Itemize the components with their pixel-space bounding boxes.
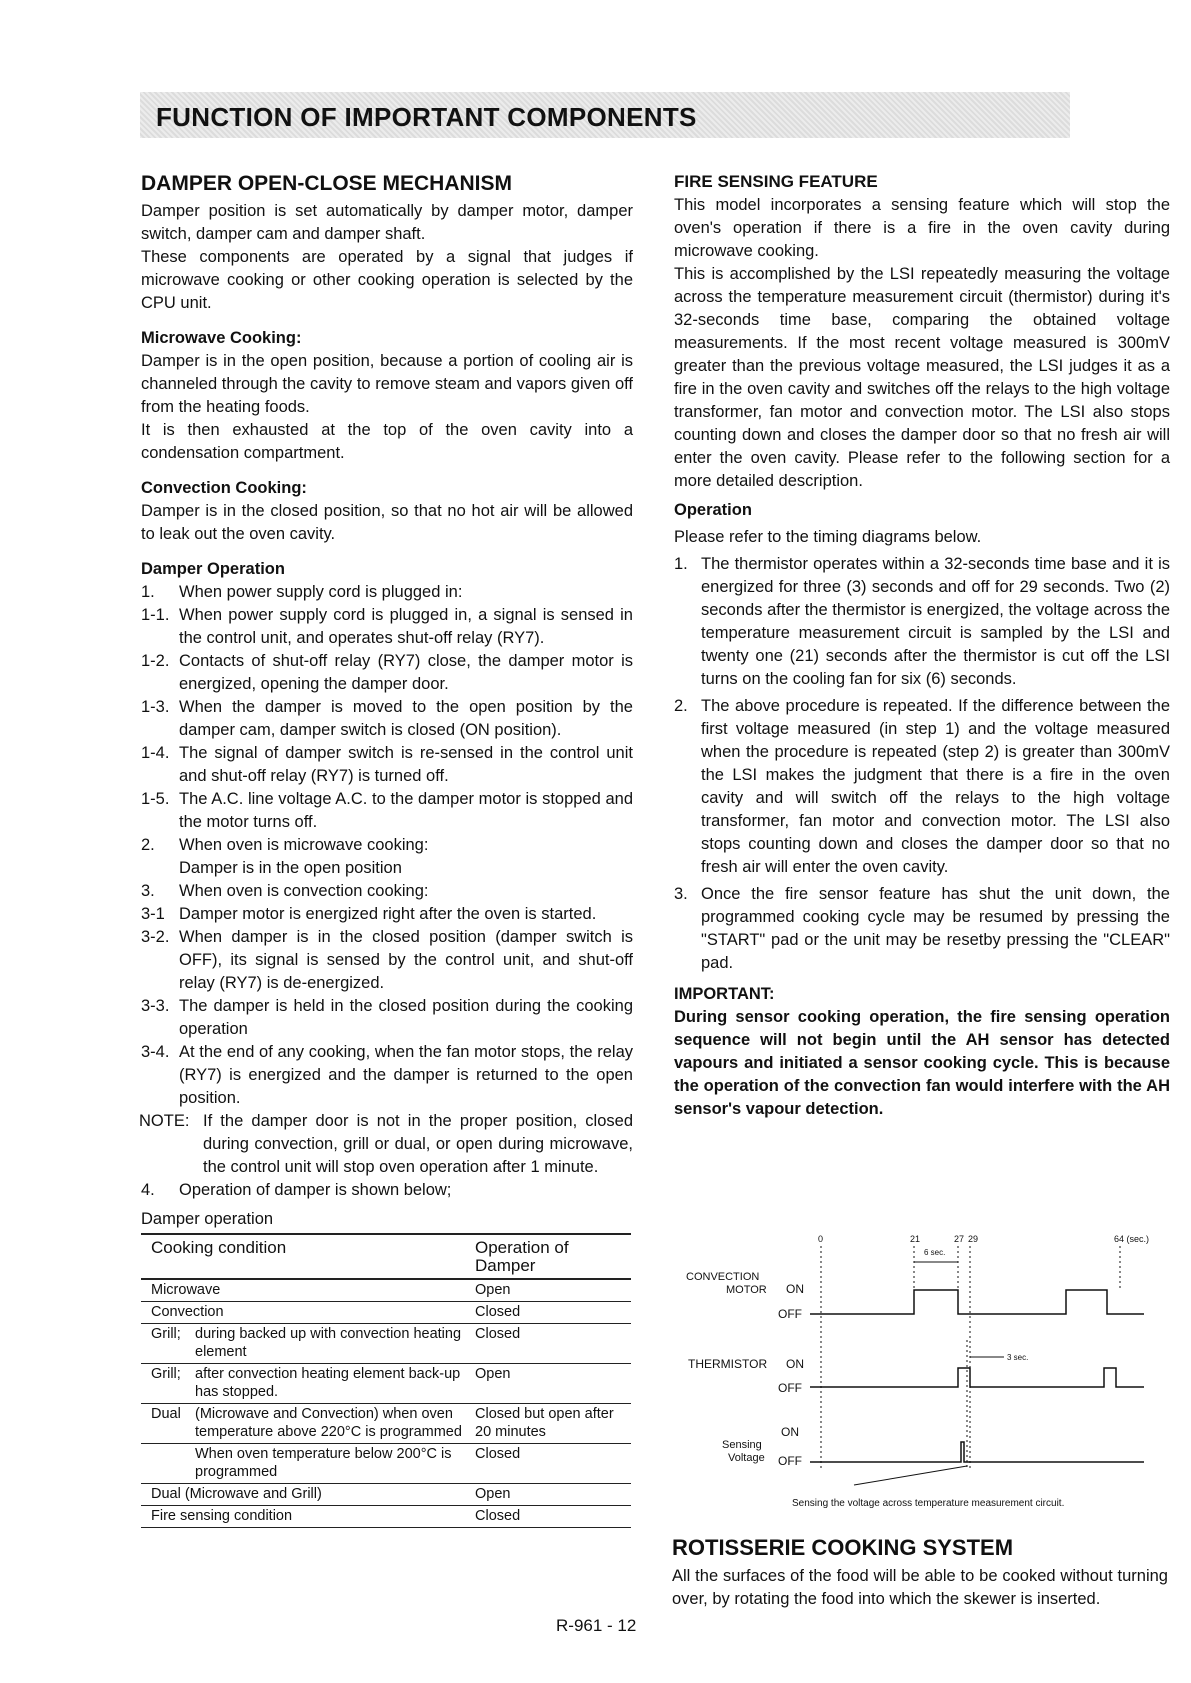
caption-pointer <box>854 1466 967 1485</box>
sensing-voltage-signal <box>810 1442 1144 1462</box>
microwave-heading: Microwave Cooking: <box>141 329 302 347</box>
list-item: 1-4. The signal of damper switch is re-sensed in the control unit and shut-off relay (RY7) is turned off. <box>141 744 633 785</box>
table-caption: Damper operation <box>141 1210 274 1228</box>
diagram-caption: Sensing the voltage across temperature measurement circuit. <box>792 1498 1065 1509</box>
time-label: 21 <box>910 1234 921 1244</box>
timing-diagram <box>674 1230 1174 1520</box>
page-title: FUNCTION OF IMPORTANT COMPONENTS <box>156 102 697 132</box>
table-row: Grill; during backed up with convection heating element Closed <box>141 1324 631 1364</box>
important-label: IMPORTANT: <box>674 985 775 1003</box>
title-banner <box>140 92 1070 138</box>
signal-label: CONVECTION <box>686 1271 760 1283</box>
damper-table <box>141 1233 631 1528</box>
table-row: Microwave Open <box>141 1279 631 1302</box>
operation-heading: Operation <box>674 501 752 519</box>
on-label: ON <box>786 1282 804 1296</box>
microwave-paragraph: It is then exhausted at the top of the oven cavity into a condensation compartment. <box>141 421 633 462</box>
list-item: 3. Once the fire sensor feature has shut the unit down, the programmed cooking cycle may be resumed by pressing the "START" pad or the unit may be resetby pressing the "CLEAR" pad. <box>674 885 1170 972</box>
table-row: When oven temperature below 200°C is programmed Closed <box>141 1444 631 1484</box>
list-item: 3-1 Damper motor is energized right after the oven is started. <box>141 905 597 923</box>
off-label: OFF <box>778 1307 802 1321</box>
left-column <box>141 172 633 1528</box>
time-label: 64 (sec.) <box>1114 1234 1150 1244</box>
table-header: Operation of Damper <box>475 1234 631 1279</box>
duration-label: 6 sec. <box>924 1248 946 1257</box>
list-item: 4. Operation of damper is shown below; <box>141 1181 452 1199</box>
convection-motor-signal <box>810 1290 1144 1314</box>
on-label: ON <box>786 1357 804 1371</box>
rotisserie-section <box>672 1535 1168 1611</box>
steps-list <box>141 581 633 1202</box>
intro-paragraph: These components are operated by a signal that judges if microwave cooking or other cooking operation is selected by the CPU unit. <box>141 248 633 312</box>
time-label: 0 <box>818 1234 824 1244</box>
table-header: Cooking condition <box>141 1234 475 1279</box>
table-row: Convection Closed <box>141 1302 631 1324</box>
list-item: 1-5. The A.C. line voltage A.C. to the damper motor is stopped and the motor turns off. <box>141 790 633 831</box>
time-label: 27 <box>954 1234 965 1244</box>
on-label: ON <box>781 1425 799 1439</box>
signal-label: Voltage <box>728 1452 765 1464</box>
important-text: During sensor cooking operation, the fire sensing operation sequence will not begin until the AH sensor has detected vapours and initiated a sensor cooking cycle. This is because the operation of the convection fan would interfere with the AH sensor's vapour detection. <box>674 1008 1170 1118</box>
fire-paragraph: This model incorporates a sensing feature which will stop the oven's operation if there is a fire in the oven cavity during microwave cooking. <box>674 196 1170 260</box>
list-item: 1-3. When the damper is moved to the open position by the damper cam, damper switch is closed (ON position). <box>141 698 633 739</box>
operation-intro: Please refer to the timing diagrams below. <box>674 528 982 546</box>
table-header-row <box>141 1234 631 1279</box>
list-item: 1. The thermistor operates within a 32-seconds time base and it is energized for three (3) seconds and off for 29 seconds. Two (2) seconds after the thermistor is energized, the voltage across the temperature measurement circuit is sampled by the LSI and twenty one (21) seconds after the thermistor is cut off the LSI turns on the cooling fan for six (6) seconds. <box>674 555 1170 688</box>
rotisserie-heading: ROTISSERIE COOKING SYSTEM <box>672 1535 1014 1560</box>
table-row: Dual (Microwave and Grill) Open <box>141 1484 631 1506</box>
list-item: 1-1. When power supply cord is plugged in, a signal is sensed in the control unit, and operates shut-off relay (RY7). <box>141 606 633 647</box>
damper-heading: DAMPER OPEN-CLOSE MECHANISM <box>141 172 513 195</box>
table-row: Dual (Microwave and Convection) when oven temperature above 220°C is programmed Closed but open after 20 minutes <box>141 1404 631 1444</box>
thermistor-signal <box>810 1368 1144 1387</box>
off-label: OFF <box>778 1454 802 1468</box>
time-label: 29 <box>968 1234 979 1244</box>
duration-label: 3 sec. <box>1007 1353 1029 1362</box>
convection-heading: Convection Cooking: <box>141 479 307 497</box>
list-item: 1. When power supply cord is plugged in: <box>141 583 463 601</box>
fire-sensing-heading: FIRE SENSING FEATURE <box>674 172 878 191</box>
fire-paragraph: This is accomplished by the LSI repeatedly measuring the voltage across the temperature measurement circuit (thermistor) during it's 32-seconds time base, comparing the obtained voltage measurements. If the most recent voltage measured is 300mV greater than the previous voltage measured, the LSI judges it as a fire in the oven cavity and switches off the relays to the high voltage transformer, fan motor and convection motor. The LSI also stops counting down and closes the damper door so that no fresh air will enter the oven cavity. Please refer to the following section for a more detailed description. <box>674 265 1170 490</box>
list-item: 3-4. At the end of any cooking, when the fan motor stops, the relay (RY7) is energized and the damper is returned to the open position. <box>141 1043 633 1107</box>
note: NOTE: If the damper door is not in the proper position, closed during convection, grill or dual, or open during microwave, the control unit will stop oven operation after 1 minute. <box>139 1112 633 1176</box>
page-footer: R-961 - 12 <box>556 1616 637 1635</box>
list-item: Damper is in the open position <box>179 859 402 877</box>
right-column <box>674 172 1170 1121</box>
damper-operation-heading: Damper Operation <box>141 560 285 578</box>
signal-label: THERMISTOR <box>688 1357 768 1371</box>
table-row: Grill; after convection heating element back-up has stopped. Open <box>141 1364 631 1404</box>
list-item: 3. When oven is convection cooking: <box>141 882 429 900</box>
microwave-paragraph: Damper is in the open position, because a portion of cooling air is channeled through the cavity to remove steam and vapors given off from the heating foods. <box>141 352 633 416</box>
list-item: 1-2. Contacts of shut-off relay (RY7) close, the damper motor is energized, opening the damper door. <box>141 652 633 693</box>
signal-label: MOTOR <box>726 1284 767 1296</box>
intro-paragraph: Damper position is set automatically by damper motor, damper switch, damper cam and damper shaft. <box>141 202 633 243</box>
rotisserie-paragraph: All the surfaces of the food will be able to be cooked without turning over, by rotating the food into which the skewer is inserted. <box>672 1567 1168 1608</box>
list-item: 2. The above procedure is repeated. If the difference between the first voltage measured (in step 1) and the voltage measured when the procedure is repeated (step 2) is greater than 300mV the LSI makes the judgment that there is a fire in the oven cavity and will switch off the relays to the high voltage transformer, fan motor and convection motor. The LSI also stops counting down and closes the damper door so that no fresh air will enter the oven cavity. <box>674 697 1170 876</box>
list-item: 3-2. When damper is in the closed position (damper switch is OFF), its signal is sensed by the control unit, and shut-off relay (RY7) is de-energized. <box>141 928 633 992</box>
off-label: OFF <box>778 1381 802 1395</box>
list-item: 3-3. The damper is held in the closed position during the cooking operation <box>141 997 633 1038</box>
signal-label: Sensing <box>722 1439 762 1451</box>
convection-paragraph: Damper is in the closed position, so that no hot air will be allowed to leak out the oven cavity. <box>141 502 633 543</box>
list-item: 2. When oven is microwave cooking: <box>141 836 429 854</box>
table-row: Fire sensing condition Closed <box>141 1506 631 1528</box>
